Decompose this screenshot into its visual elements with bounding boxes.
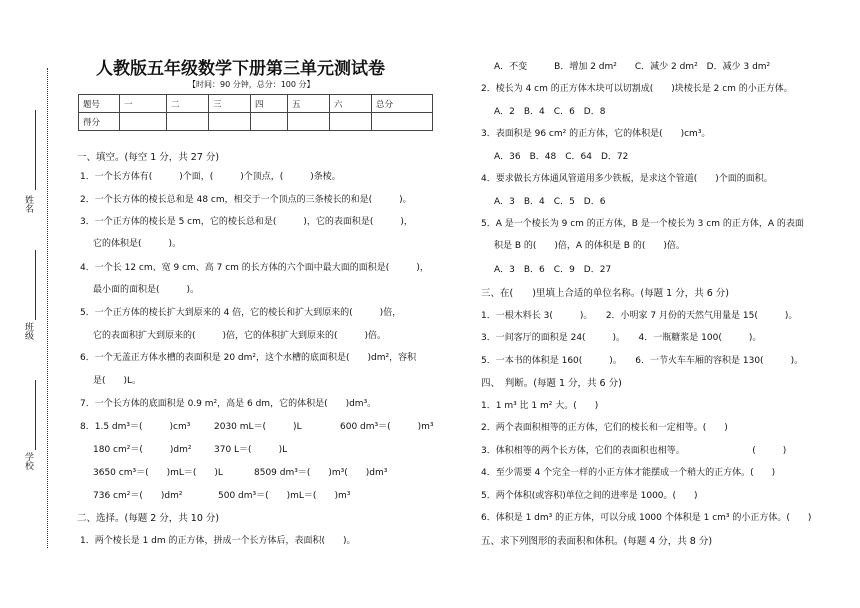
question-line: 4．至少需要 4 个完全一样的小正方体才能摆成一个稍大的正方体。( ) <box>481 468 776 478</box>
score-header-cell: 题号 <box>79 95 120 113</box>
score-header-cell: 三 <box>209 95 251 113</box>
question-line: 3．体积相等的两个长方体，它们的表面积也相等。 ( ) <box>481 446 787 456</box>
class-label: 班级 <box>23 322 33 340</box>
score-cell[interactable] <box>330 113 372 131</box>
question-line: 6．一个无盖正方体水槽的表面积是 20 dm²，这个水槽的底面积是( )dm²，容积 <box>80 353 417 363</box>
score-cell[interactable] <box>120 113 167 131</box>
section-judge-heading: 四、 判断。(每题 1 分，共 6 分) <box>481 378 622 389</box>
conversion-item: 2030 mL＝( )L <box>214 422 302 432</box>
question-line: 最小面的面积是( )。 <box>93 285 200 295</box>
score-table-score-row <box>79 113 433 131</box>
question-line: 积是 B 的( )倍，A 的体积是 B 的( )倍。 <box>494 241 685 251</box>
name-underline <box>35 110 36 190</box>
score-cell[interactable] <box>251 113 288 131</box>
score-header-cell: 二 <box>167 95 209 113</box>
options-line: A．36 B．48 C．64 D．72 <box>494 152 629 162</box>
conversion-item: 180 cm²＝( )dm² <box>93 445 192 455</box>
score-cell[interactable] <box>288 113 330 131</box>
name-label: 姓名 <box>23 195 33 213</box>
question-line: 3．一间客厅的面积是 24( )。 4．一瓶糖浆是 100( )。 <box>481 333 762 343</box>
question-line: 1．一个长方体有( )个面，( )个顶点，( )条棱。 <box>80 172 341 182</box>
score-header-cell: 四 <box>251 95 288 113</box>
conversion-item: 600 dm³＝( )m³ <box>340 422 434 432</box>
score-header-cell: 六 <box>330 95 372 113</box>
section-area-volume-heading: 五、求下列图形的表面积和体积。(每题 4 分，共 8 分) <box>481 536 713 547</box>
question-line: 3．表面积是 96 cm² 的正方体，它的体积是( )cm³。 <box>481 129 711 139</box>
question-line: 5．两个体积(或容积)单位之间的进率是 1000。( ) <box>481 491 698 501</box>
question-line: 2．两个表面积相等的正方体，它们的棱长和一定相等。( ) <box>481 423 728 433</box>
score-header-cell: 五 <box>288 95 330 113</box>
options-line: A．3 B．6 C．9 D．27 <box>494 265 612 275</box>
question-line: 3．一个正方体的棱长是 5 cm，它的棱长总和是( )，它的表面积是( )， <box>80 217 413 227</box>
question-line: 1．一根木料长 3( )。 2．小明家 7 月份的天然气用量是 15( )。 <box>481 311 798 321</box>
question-line: 5．一本书的体积是 160( )。 6．一节火车车厢的容积是 130( )。 <box>481 356 804 366</box>
options-line: A．2 B．4 C．6 D．8 <box>494 107 606 117</box>
school-underline <box>35 380 36 450</box>
question-line: 1．1 m³ 比 1 m² 大。( ) <box>481 401 599 411</box>
conversion-item: 3650 cm³＝( )mL＝( )L <box>93 468 223 478</box>
conversion-item: 736 cm²＝( )dm² <box>93 491 183 501</box>
conversion-item: 8509 dm³＝( )m³( )dm³ <box>254 468 388 478</box>
score-cell[interactable] <box>209 113 251 131</box>
section-choice-heading: 二、选择。(每题 2 分，共 10 分) <box>77 513 220 524</box>
page-title: 人教版五年级数学下册第三单元测试卷 <box>96 59 385 79</box>
score-header-cell: 总分 <box>372 95 433 113</box>
section-fill-in-heading: 一、填空。(每空 1 分，共 27 分) <box>77 152 220 163</box>
class-underline <box>35 250 36 320</box>
time-score-info: 【时间：90 分钟，总分：100 分】 <box>188 80 315 89</box>
question-line: 2．棱长为 4 cm 的正方体木块可以切割成( )块棱长是 2 cm 的小正方体。 <box>481 84 793 94</box>
options-line: A．不变 B．增加 2 dm² C．减少 2 dm² D．减少 3 dm² <box>494 62 771 72</box>
score-table-header-row <box>79 95 433 113</box>
question-line: 7．一个长方体的底面积是 0.9 m²，高是 6 dm，它的体积是( )dm³。 <box>80 399 377 409</box>
question-line: 5．一个正方体的棱长扩大到原来的 4 倍，它的棱长和扩大到原来的( )倍， <box>80 308 402 318</box>
question-line: 5．A 是一个棱长为 9 cm 的正方体，B 是一个棱长为 3 cm 的正方体，A 的表面 <box>481 219 804 229</box>
score-row-label: 得分 <box>79 113 120 131</box>
binding-dotted-line <box>47 68 48 548</box>
score-table <box>78 94 433 131</box>
conversion-item: 8．1.5 dm³＝( )cm³ <box>80 422 191 432</box>
score-header-cell: 一 <box>120 95 167 113</box>
conversion-item: 370 L＝( )L <box>214 445 288 455</box>
question-line: 4．一个长 12 cm、宽 9 cm、高 7 cm 的长方体的六个面中最大面的面积是( )， <box>80 263 429 273</box>
question-line: 1．两个棱长是 1 dm 的正方体，拼成一个长方体后，表面积( )。 <box>80 536 356 546</box>
question-line: 是( )L。 <box>93 376 142 386</box>
section-units-heading: 三、在( )里填上合适的单位名称。(每题 1 分，共 6 分) <box>481 288 729 299</box>
score-cell[interactable] <box>372 113 433 131</box>
question-line: 它的体积是( )。 <box>93 239 182 249</box>
score-cell[interactable] <box>167 113 209 131</box>
question-line: 2．一个长方体的棱长总和是 48 cm，相交于一个顶点的三条棱长的和是( )。 <box>80 195 412 205</box>
question-line: 6．体积是 1 dm³ 的正方体，可以分成 1000 个体积是 1 cm³ 的小正方体。( ) <box>481 513 812 523</box>
conversion-item: 500 dm³＝( )mL＝( )m³ <box>218 491 351 501</box>
question-line: 它的表面积扩大到原来的( )倍，它的体积扩大到原来的( )倍。 <box>93 331 387 341</box>
options-line: A．3 B．4 C．5 D．6 <box>494 197 606 207</box>
school-label: 学校 <box>23 452 33 470</box>
question-line: 4．要求做长方体通风管道用多少铁板，是求这个管道( )个面的面积。 <box>481 174 773 184</box>
